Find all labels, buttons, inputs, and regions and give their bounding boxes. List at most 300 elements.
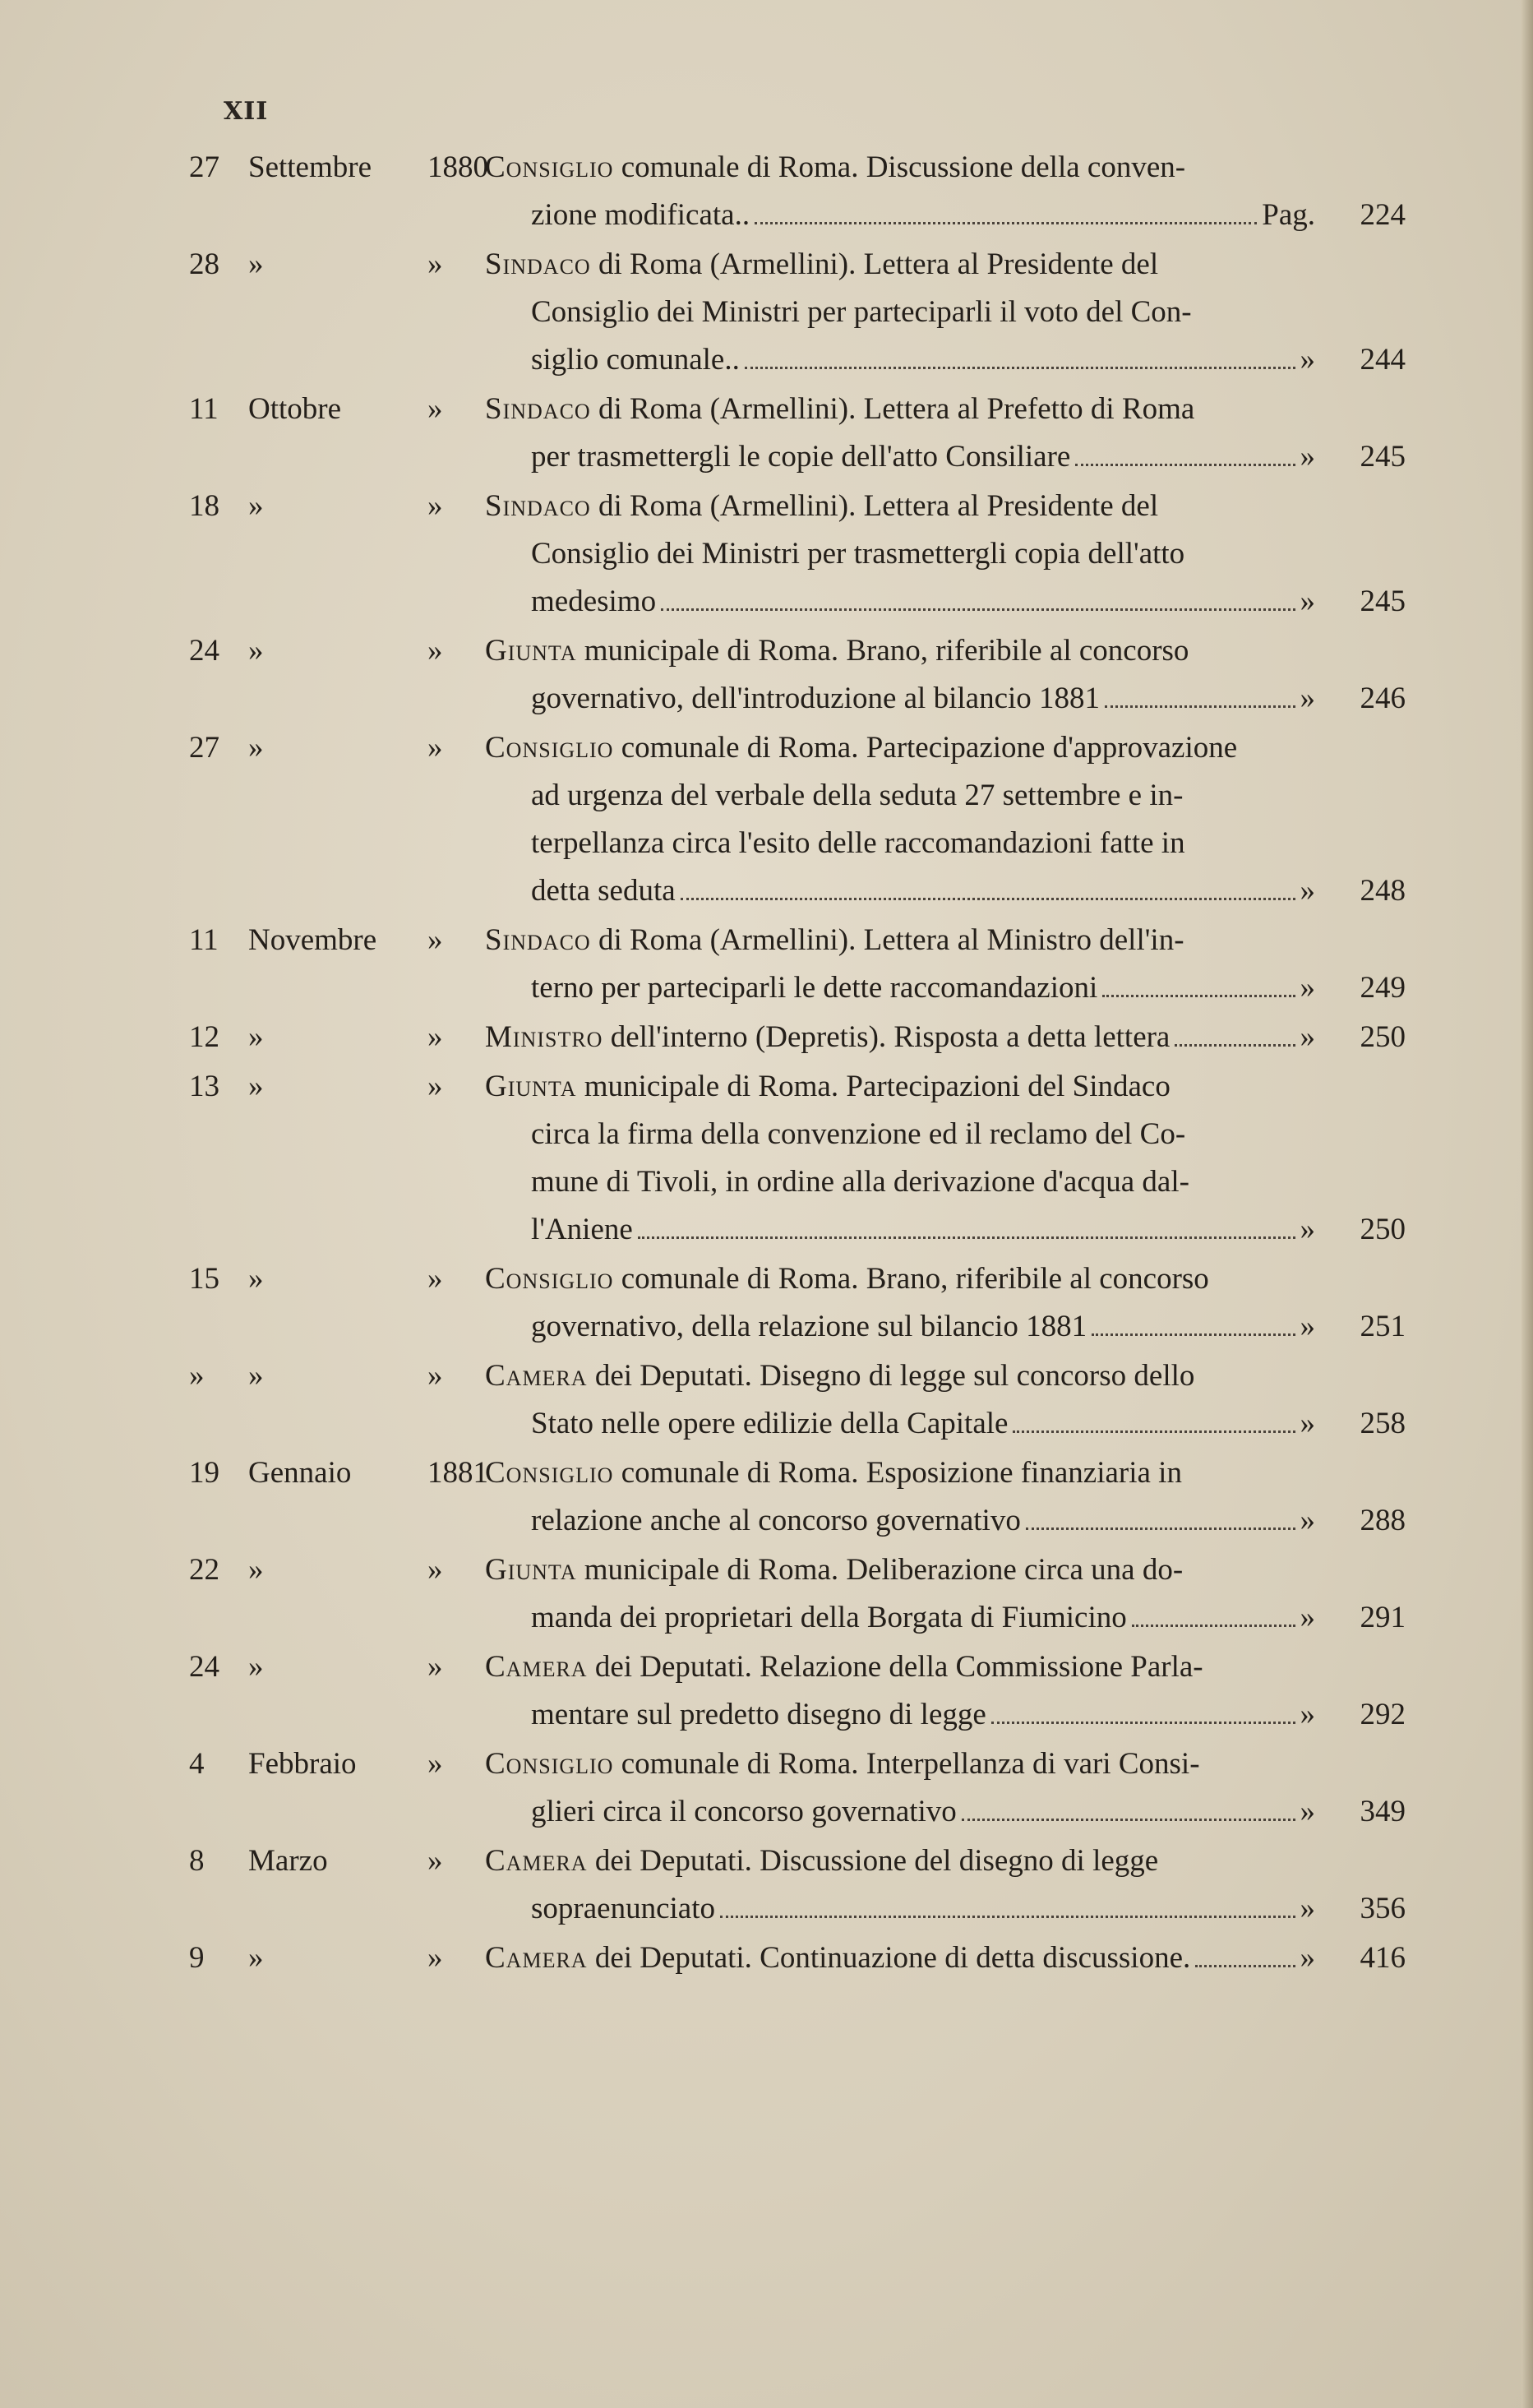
entry-text [485,1449,1315,1497]
dot-leader [1092,1333,1295,1336]
entry-continuation: per trasmettergli le copie dell'atto Consiliare [531,440,1071,474]
entry-text [485,1643,1315,1691]
entry-first-line [485,923,1184,957]
entry-text-with-leader [485,192,1315,239]
index-entry [189,386,1471,481]
entry-lead-word: Consiglio [485,731,614,765]
entry-year: » [427,489,443,523]
entry-date [189,144,427,192]
dot-leader [661,608,1295,611]
entry-month: » [248,247,264,281]
entry-lead-word: Camera [485,1844,588,1878]
entry-continuation: manda dei proprietari della Borgata di Fiumicino [531,1601,1127,1634]
entry-text [485,1063,1315,1111]
entry-day: 18 [189,489,219,523]
entry-text-with-leader [485,1885,1315,1933]
entry-line [189,964,1471,1012]
index-entry [189,917,1471,1012]
entry-page: 292 [1360,1698,1406,1731]
entry-line [189,820,1471,867]
entry-month: Settembre [248,150,372,184]
entry-page: 291 [1360,1601,1406,1634]
entry-month: » [248,1070,264,1103]
entry-first-line [485,1650,1203,1684]
page-marker: » [1300,1795,1315,1828]
entry-lead-word: Giunta [485,634,577,668]
entry-text-with-leader [485,675,1315,723]
entry-page: 288 [1360,1504,1406,1537]
entry-text-with-leader [485,578,1315,626]
entry-text [485,530,1315,578]
entry-first-line [485,1262,1209,1296]
page-marker: » [1300,1892,1315,1925]
entry-description: comunale di Roma. Interpellanza di vari Consi- [621,1747,1200,1781]
entry-year: » [427,634,443,668]
entry-lead-word: Giunta [485,1553,577,1587]
entry-lead-word: Consiglio [485,1262,614,1296]
entry-text-line [485,772,1315,820]
entry-text [485,867,1315,915]
entry-lead-word: Sindaco [485,489,591,523]
entry-line [189,1449,1471,1497]
entry-text-line [485,1070,1171,1103]
entry-first-line [485,247,1158,281]
entry-continuation: medesimo [531,585,657,618]
entry-line [189,867,1471,915]
entry-description: comunale di Roma. Esposizione finanziaria in [621,1456,1182,1490]
entry-line [189,1643,1471,1691]
page-marker: » [1300,440,1315,474]
entry-first-line [485,1553,1183,1587]
entry-year: » [427,1650,443,1684]
page-marker: » [1300,1504,1315,1537]
page-marker: » [1300,1213,1315,1246]
entry-text-line [485,1359,1194,1393]
entry-line [189,241,1471,289]
entry-text [485,578,1315,626]
entry-page: 349 [1360,1795,1406,1828]
entry-line [189,1934,1471,1982]
index-entry [189,1934,1471,1982]
entry-year: » [427,1070,443,1103]
entry-date [189,627,427,675]
entry-month: » [248,1020,264,1054]
entry-month: Ottobre [248,392,342,426]
index-entry [189,1255,1471,1351]
entry-text-line [485,1844,1158,1878]
entry-year: » [427,247,443,281]
entry-lead-word: Consiglio [485,1456,614,1490]
entry-text-line [485,820,1315,867]
entry-text [485,1014,1315,1061]
entry-month: » [248,1941,264,1975]
entry-line [189,675,1471,723]
entry-date [189,1014,427,1061]
index-entry [189,1449,1471,1545]
entry-continuation: detta seduta [531,874,676,908]
entry-day: 27 [189,731,219,765]
entry-first-line [485,489,1158,523]
entry-continuation: Stato nelle opere edilizie della Capitale [531,1407,1009,1440]
entry-text [485,964,1315,1012]
entry-text-with-leader [485,867,1315,915]
entry-line [189,289,1471,336]
dot-leader [1132,1625,1295,1627]
entry-continuation: l'Aniene [531,1213,633,1246]
entry-text [485,1400,1315,1448]
dot-leader [681,898,1295,900]
entry-day: 11 [189,392,219,426]
entry-month: » [248,1359,264,1393]
page-marker: » [1300,1020,1315,1054]
entry-continuation: Consiglio dei Ministri per trasmettergli copia dell'atto [531,537,1185,571]
entry-continuation: sopraenunciato [531,1892,715,1925]
entry-text [485,1158,1315,1206]
entry-description: municipale di Roma. Brano, riferibile al concorso [584,634,1189,668]
page-marker: » [1300,585,1315,618]
entry-text [485,144,1315,192]
entry-continuation: glieri circa il concorso governativo [531,1795,957,1828]
entry-text-with-leader [485,433,1315,481]
entry-day: 27 [189,150,219,184]
entry-text-with-leader [485,964,1315,1012]
entry-month: Febbraio [248,1747,357,1781]
entry-continuation: terno per parteciparli le dette raccomandazioni [531,971,1098,1005]
entry-line [189,1837,1471,1885]
entry-continuation: mune di Tivoli, in ordine alla derivazione d'acqua dal- [531,1165,1189,1199]
entry-date [189,1352,427,1400]
entry-line [189,1400,1471,1448]
entry-text-line [485,1650,1203,1684]
entry-text [485,483,1315,530]
entry-line [189,530,1471,578]
entry-first-line [485,1070,1171,1103]
entry-continuation: terpellanza circa l'esito delle raccomandazioni fatte in [531,826,1185,860]
entry-line [189,578,1471,626]
entry-text [485,675,1315,723]
entry-continuation: zione modificata.. [531,198,750,232]
entry-text [485,820,1315,867]
page-number: XII [224,97,269,126]
entry-text [485,917,1315,964]
entry-description: comunale di Roma. Discussione della conven- [621,150,1186,184]
entry-first-line [485,1456,1182,1490]
entry-text [485,1740,1315,1788]
entry-year: 1880 [427,150,488,184]
entry-line [189,1158,1471,1206]
entry-line [189,1303,1471,1351]
entry-day: 24 [189,1650,219,1684]
entry-line [189,1497,1471,1545]
entry-text [485,1885,1315,1933]
index-entry [189,1546,1471,1642]
page-marker: » [1300,1407,1315,1440]
entry-text-with-leader [485,1691,1315,1739]
entry-first-line [485,150,1185,184]
entry-continuation: circa la firma della convenzione ed il reclamo del Co- [531,1117,1186,1151]
index-entry [189,144,1471,239]
entry-page: 224 [1360,198,1406,232]
page-marker: » [1300,874,1315,908]
dot-leader [1075,464,1295,466]
entry-text-line [485,1262,1209,1296]
entry-page: 245 [1360,585,1406,618]
entry-description: di Roma (Armellini). Lettera al Presidente del [598,247,1159,281]
dot-leader [1013,1430,1295,1433]
entry-text [485,1594,1315,1642]
entry-text [485,386,1315,433]
entry-text [485,724,1315,772]
entry-month: » [248,1650,264,1684]
entry-text-line [485,1553,1183,1587]
entry-page: 248 [1360,874,1406,908]
entry-page: 246 [1360,682,1406,715]
entry-lead-word: Sindaco [485,392,591,426]
entry-month: Novembre [248,923,377,957]
entry-line [189,917,1471,964]
entry-description: comunale di Roma. Brano, riferibile al concorso [621,1262,1209,1296]
entry-page: 258 [1360,1407,1406,1440]
entry-date [189,1255,427,1303]
entry-day: 15 [189,1262,219,1296]
entry-line [189,1063,1471,1111]
entry-text [485,1934,1315,1982]
entry-line [189,1206,1471,1254]
entry-page: 244 [1360,343,1406,377]
entry-date [189,1643,427,1691]
entry-text-line [485,150,1185,184]
entry-line [189,433,1471,481]
dot-leader [962,1819,1295,1821]
entry-date [189,386,427,433]
entry-day: 24 [189,634,219,668]
entry-text [485,772,1315,820]
entry-month: » [248,1553,264,1587]
entry-line [189,1111,1471,1158]
entry-text-with-leader [485,1497,1315,1545]
entry-day: 22 [189,1553,219,1587]
entry-continuation: governativo, della relazione sul bilancio 1881 [531,1310,1087,1343]
entry-continuation: siglio comunale.. [531,343,740,377]
entry-line [189,1352,1471,1400]
entry-text-line [485,1158,1315,1206]
entry-day: 28 [189,247,219,281]
entry-line [189,386,1471,433]
entry-text [485,1206,1315,1254]
entry-line [189,336,1471,384]
index-entry [189,1063,1471,1254]
entry-first-line [485,634,1189,668]
entry-page: 250 [1360,1020,1406,1054]
entry-month: » [248,634,264,668]
entry-date [189,917,427,964]
index-entry [189,241,1471,384]
entry-lead-word: Camera [485,1941,588,1975]
entry-year: » [427,923,443,957]
entry-line [189,1885,1471,1933]
entry-date [189,1934,427,1982]
entry-year: » [427,1747,443,1781]
entry-description: municipale di Roma. Deliberazione circa una do- [584,1553,1184,1587]
page-marker: » [1300,1310,1315,1343]
entry-text-line [485,247,1158,281]
entry-text-with-leader [485,1303,1315,1351]
entry-text-line [485,392,1194,426]
entry-continuation: ad urgenza del verbale della seduta 27 settembre e in- [531,779,1184,812]
entry-text [485,1303,1315,1351]
entry-line [189,144,1471,192]
index-entry [189,1014,1471,1061]
entry-text-line [485,1456,1182,1490]
dot-leader [720,1916,1295,1918]
dot-leader [1105,705,1295,708]
entry-line [189,192,1471,239]
entry-date [189,483,427,530]
entry-day: 11 [189,923,219,957]
page-marker: » [1300,1698,1315,1731]
entry-line [189,1546,1471,1594]
entry-month: » [248,489,264,523]
entry-day: 12 [189,1020,219,1054]
entry-month: Marzo [248,1844,328,1878]
entry-line [189,1788,1471,1836]
entry-year: » [427,731,443,765]
entry-text [485,627,1315,675]
entry-line [189,483,1471,530]
entry-first-line [485,1359,1194,1393]
entry-day: 19 [189,1456,219,1490]
entry-description: dei Deputati. Continuazione di detta discussione. [594,1941,1191,1975]
entry-description: dell'interno (Depretis). Risposta a detta lettera [610,1020,1171,1054]
entry-line [189,1594,1471,1642]
index-entry [189,1740,1471,1836]
entry-continuation: relazione anche al concorso governativo [531,1504,1021,1537]
entry-lead-word: Camera [485,1650,588,1684]
entry-year: » [427,1262,443,1296]
entry-text [485,1111,1315,1158]
dot-leader [1175,1044,1295,1047]
page-marker: » [1300,343,1315,377]
entry-day: 4 [189,1747,205,1781]
entry-continuation: mentare sul predetto disegno di legge [531,1698,986,1731]
entry-lead-word: Consiglio [485,150,614,184]
entry-date [189,241,427,289]
entry-page: 245 [1360,440,1406,474]
entry-year: » [427,392,443,426]
entry-text-line [485,289,1315,336]
entry-date [189,1063,427,1111]
entry-day: » [189,1359,205,1393]
page-marker: Pag. [1262,198,1315,232]
entry-page: 251 [1360,1310,1406,1343]
entry-text [485,336,1315,384]
entry-text [485,1691,1315,1739]
entry-text-line [485,731,1237,765]
dot-leader [755,222,1257,224]
index-entry [189,724,1471,915]
entry-text [485,1255,1315,1303]
entry-line [189,1255,1471,1303]
entry-day: 8 [189,1844,205,1878]
entry-year: » [427,1941,443,1975]
entry-year: » [427,1553,443,1587]
entry-lead-word: Sindaco [485,923,591,957]
entry-text-with-leader [485,336,1315,384]
dot-leader [1102,995,1295,997]
entry-lead-word: Camera [485,1359,588,1393]
index-entries [189,144,1471,1984]
entry-description: di Roma (Armellini). Lettera al Ministro dell'in- [598,923,1184,957]
dot-leader [638,1236,1295,1239]
entry-day: 9 [189,1941,205,1975]
entry-text [485,1497,1315,1545]
page-marker: » [1300,971,1315,1005]
entry-first-line [485,1014,1170,1061]
entry-month: » [248,731,264,765]
index-entry [189,1837,1471,1933]
dot-leader [1026,1528,1295,1530]
entry-description: dei Deputati. Discussione del disegno di legge [594,1844,1159,1878]
page-marker: » [1300,1601,1315,1634]
entry-description: dei Deputati. Disegno di legge sul concorso dello [594,1359,1195,1393]
entry-month: Gennaio [248,1456,352,1490]
entry-date [189,1449,427,1497]
index-entry [189,627,1471,723]
entry-text-line [485,489,1158,523]
page-marker: » [1300,1941,1315,1975]
entry-lead-word: Ministro [485,1020,603,1054]
entry-text [485,1352,1315,1400]
entry-line [189,1691,1471,1739]
entry-text-with-leader [485,1400,1315,1448]
entry-text-with-leader [485,1788,1315,1836]
entry-description: di Roma (Armellini). Lettera al Presidente del [598,489,1159,523]
entry-description: dei Deputati. Relazione della Commissione Parla- [594,1650,1203,1684]
page-marker: » [1300,682,1315,715]
entry-day: 13 [189,1070,219,1103]
entry-year: » [427,1359,443,1393]
entry-text-line [485,530,1315,578]
dot-leader [745,367,1295,369]
entry-month: » [248,1262,264,1296]
entry-text-with-leader [485,1206,1315,1254]
entry-text [485,1546,1315,1594]
entry-page: 416 [1360,1941,1406,1975]
entry-lead-word: Consiglio [485,1747,614,1781]
entry-line [189,1740,1471,1788]
entry-text-line [485,1111,1315,1158]
entry-description: municipale di Roma. Partecipazioni del Sindaco [584,1070,1171,1103]
entry-text-with-leader [485,1014,1315,1061]
index-entry [189,1643,1471,1739]
index-entry [189,1352,1471,1448]
entry-continuation: Consiglio dei Ministri per parteciparli il voto del Con- [531,295,1192,329]
entry-page: 249 [1360,971,1406,1005]
entry-text-line [485,1747,1200,1781]
entry-line [189,724,1471,772]
entry-text-line [485,923,1184,957]
entry-description: di Roma (Armellini). Lettera al Prefetto di Roma [598,392,1195,426]
entry-text-with-leader [485,1594,1315,1642]
entry-text [485,1837,1315,1885]
entry-first-line [485,1934,1190,1982]
entry-text [485,192,1315,239]
entry-description: comunale di Roma. Partecipazione d'approvazione [621,731,1238,765]
entry-continuation: governativo, dell'introduzione al bilancio 1881 [531,682,1101,715]
entry-lead-word: Sindaco [485,247,591,281]
dot-leader [1195,1965,1295,1967]
entry-date [189,1546,427,1594]
